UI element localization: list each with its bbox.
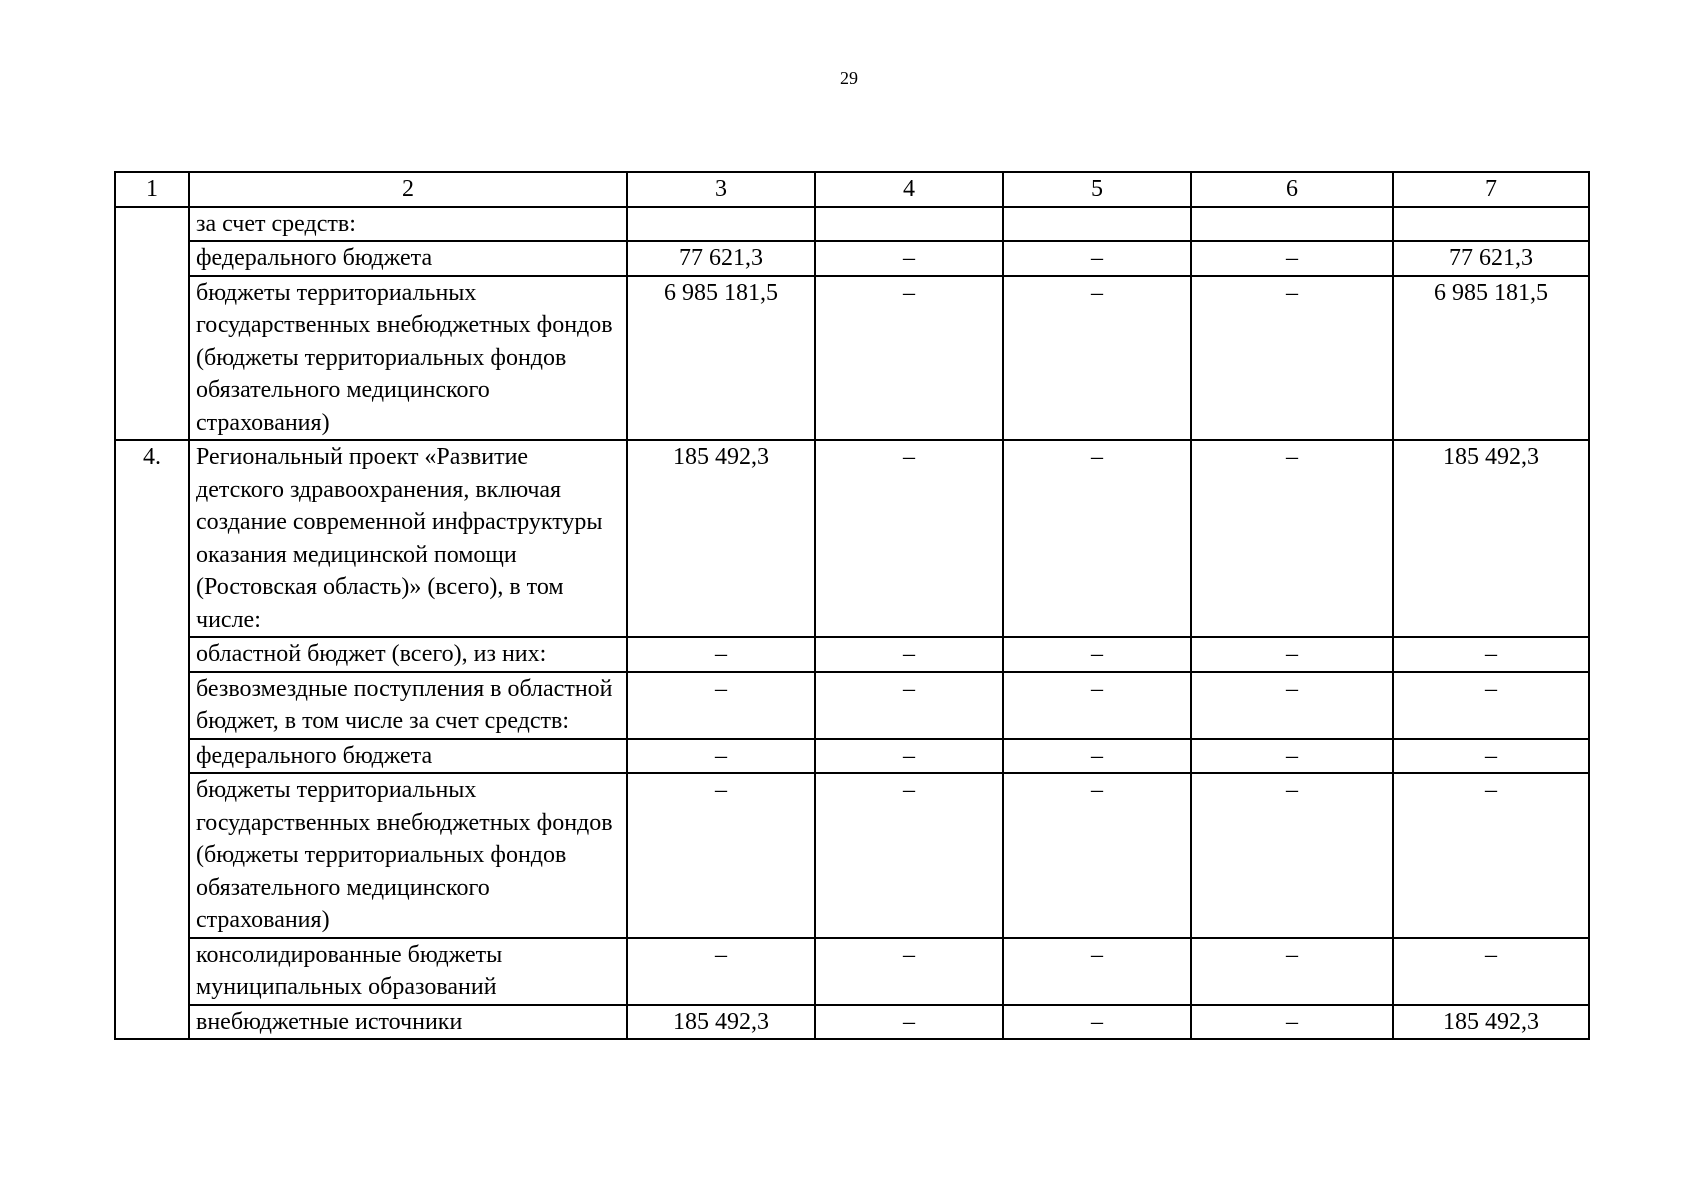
value-cell: – bbox=[1191, 672, 1393, 739]
table-row bbox=[115, 207, 1589, 242]
table-row bbox=[115, 276, 1589, 441]
budget-table bbox=[114, 171, 1590, 1040]
value-cell: – bbox=[1191, 938, 1393, 1005]
value-cell: – bbox=[815, 672, 1003, 739]
header-cell: 6 bbox=[1191, 172, 1393, 207]
header-cell: 2 bbox=[189, 172, 627, 207]
value-cell: – bbox=[815, 440, 1003, 637]
header-cell: 5 bbox=[1003, 172, 1191, 207]
description-cell: федерального бюджета bbox=[189, 241, 627, 276]
value-cell bbox=[815, 207, 1003, 242]
page-number: 29 bbox=[840, 68, 858, 88]
value-cell: – bbox=[627, 773, 815, 938]
table-header-row bbox=[115, 172, 1589, 207]
value-cell: 6 985 181,5 bbox=[1393, 276, 1589, 441]
value-cell: – bbox=[1003, 773, 1191, 938]
value-cell: – bbox=[815, 637, 1003, 672]
value-cell: – bbox=[815, 276, 1003, 441]
header-cell: 7 bbox=[1393, 172, 1589, 207]
value-cell: – bbox=[1393, 773, 1589, 938]
value-cell: 185 492,3 bbox=[1393, 1005, 1589, 1040]
value-cell: 6 985 181,5 bbox=[627, 276, 815, 441]
value-cell: – bbox=[1393, 938, 1589, 1005]
value-cell: – bbox=[627, 637, 815, 672]
table-row bbox=[115, 241, 1589, 276]
table-row bbox=[115, 938, 1589, 1005]
value-cell: 77 621,3 bbox=[627, 241, 815, 276]
description-cell: федерального бюджета bbox=[189, 739, 627, 774]
item-number-cell: 4. bbox=[115, 440, 189, 1039]
value-cell: – bbox=[1003, 276, 1191, 441]
header-cell: 4 bbox=[815, 172, 1003, 207]
value-cell: – bbox=[1003, 739, 1191, 774]
value-cell: – bbox=[1191, 241, 1393, 276]
description-cell: Региональный проект «Развитие детского здравоохранения, включая создание современной инфраструктуры оказания медицинской помощи (Ростовская область)» (всего), в том числе: bbox=[189, 440, 627, 637]
value-cell bbox=[627, 207, 815, 242]
description-cell: безвозмездные поступления в областной бюджет, в том числе за счет средств: bbox=[189, 672, 627, 739]
table-row bbox=[115, 637, 1589, 672]
value-cell: – bbox=[1191, 440, 1393, 637]
description-cell: консолидированные бюджеты муниципальных образований bbox=[189, 938, 627, 1005]
value-cell: – bbox=[1003, 938, 1191, 1005]
description-cell: бюджеты территориальных государственных внебюджетных фондов (бюджеты территориальных фондов обязательного медицинского страхования) bbox=[189, 276, 627, 441]
value-cell: – bbox=[1191, 739, 1393, 774]
table-row bbox=[115, 440, 1589, 637]
header-cell: 3 bbox=[627, 172, 815, 207]
description-cell: бюджеты территориальных государственных внебюджетных фондов (бюджеты территориальных фондов обязательного медицинского страхования) bbox=[189, 773, 627, 938]
description-cell: областной бюджет (всего), из них: bbox=[189, 637, 627, 672]
table-row bbox=[115, 672, 1589, 739]
value-cell: 185 492,3 bbox=[627, 440, 815, 637]
value-cell bbox=[1191, 207, 1393, 242]
value-cell: – bbox=[815, 773, 1003, 938]
value-cell: – bbox=[1003, 241, 1191, 276]
value-cell: 77 621,3 bbox=[1393, 241, 1589, 276]
value-cell: 185 492,3 bbox=[1393, 440, 1589, 637]
value-cell: – bbox=[815, 241, 1003, 276]
value-cell: – bbox=[1393, 739, 1589, 774]
value-cell: – bbox=[1003, 672, 1191, 739]
value-cell: – bbox=[1191, 1005, 1393, 1040]
value-cell: – bbox=[1191, 773, 1393, 938]
value-cell: – bbox=[815, 739, 1003, 774]
item-number-cell bbox=[115, 207, 189, 441]
value-cell: 185 492,3 bbox=[627, 1005, 815, 1040]
value-cell: – bbox=[1191, 637, 1393, 672]
value-cell bbox=[1003, 207, 1191, 242]
header-cell: 1 bbox=[115, 172, 189, 207]
value-cell: – bbox=[627, 739, 815, 774]
value-cell: – bbox=[1003, 1005, 1191, 1040]
value-cell: – bbox=[627, 938, 815, 1005]
table-row bbox=[115, 739, 1589, 774]
value-cell: – bbox=[1003, 440, 1191, 637]
value-cell: – bbox=[815, 1005, 1003, 1040]
description-cell: внебюджетные источники bbox=[189, 1005, 627, 1040]
description-cell: за счет средств: bbox=[189, 207, 627, 242]
table-row bbox=[115, 1005, 1589, 1040]
value-cell: – bbox=[1393, 672, 1589, 739]
value-cell: – bbox=[815, 938, 1003, 1005]
value-cell: – bbox=[1191, 276, 1393, 441]
value-cell: – bbox=[1393, 637, 1589, 672]
value-cell: – bbox=[1003, 637, 1191, 672]
value-cell bbox=[1393, 207, 1589, 242]
value-cell: – bbox=[627, 672, 815, 739]
table-row bbox=[115, 773, 1589, 938]
